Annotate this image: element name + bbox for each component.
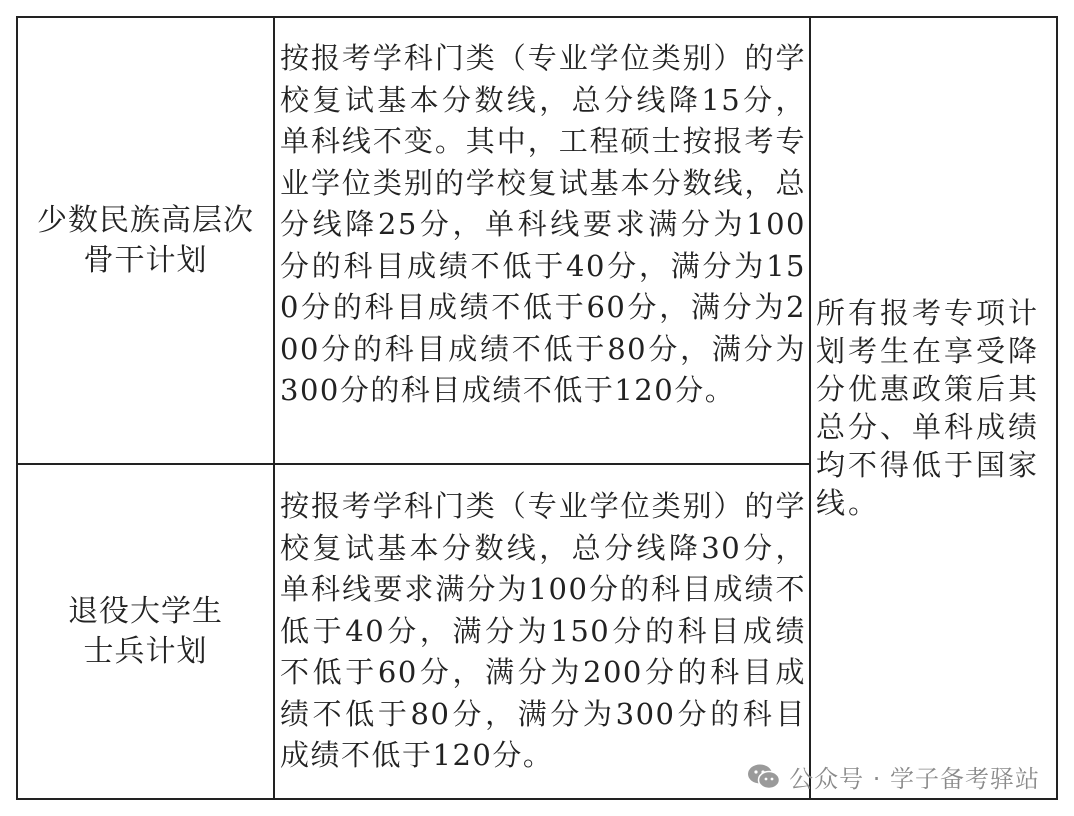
wechat-icon [747,763,781,791]
plan-name: 少数民族高层次骨干计划 [37,202,254,278]
plan-cell-veteran [18,465,273,798]
policy-table [16,16,1058,800]
watermark [747,759,1040,794]
plan-cell-minority [18,18,273,463]
policy-text: 按报考学科门类（专业学位类别）的学校复试基本分数线，总分线降15分，单科线不变。其中，工程硕士按报考专业学位类别的学校复试基本分数线，总分线降25分，单科线要求满分为100分的科目成绩不低于40分，满分为150分的科目成绩不低于60分，满分为200分的科目成绩不低于80分，满分为300分的科目成绩不低于120分。 [280,41,806,407]
table-border-right [1056,16,1058,800]
policy-cell-veteran [280,486,806,786]
policy-cell-minority [280,38,806,458]
column-divider-1 [273,16,275,800]
plan-name: 退役大学生士兵计划 [68,593,223,669]
policy-text: 按报考学科门类（专业学位类别）的学校复试基本分数线，总分线降30分，单科线要求满分为100分的科目成绩不低于40分，满分为150分的科目成绩不低于60分，满分为200分的科目成绩不低于80分，满分为300分的科目成绩不低于120分。 [280,489,806,772]
table-border-bottom [16,798,1058,800]
watermark-text: 公众号 · 学子备考驿站 [789,765,1040,793]
note-cell [816,294,1046,534]
note-text: 所有报考专项计划考生在享受降分优惠政策后其总分、单科成绩均不得低于国家线。 [816,296,1041,520]
column-divider-2 [809,16,811,800]
